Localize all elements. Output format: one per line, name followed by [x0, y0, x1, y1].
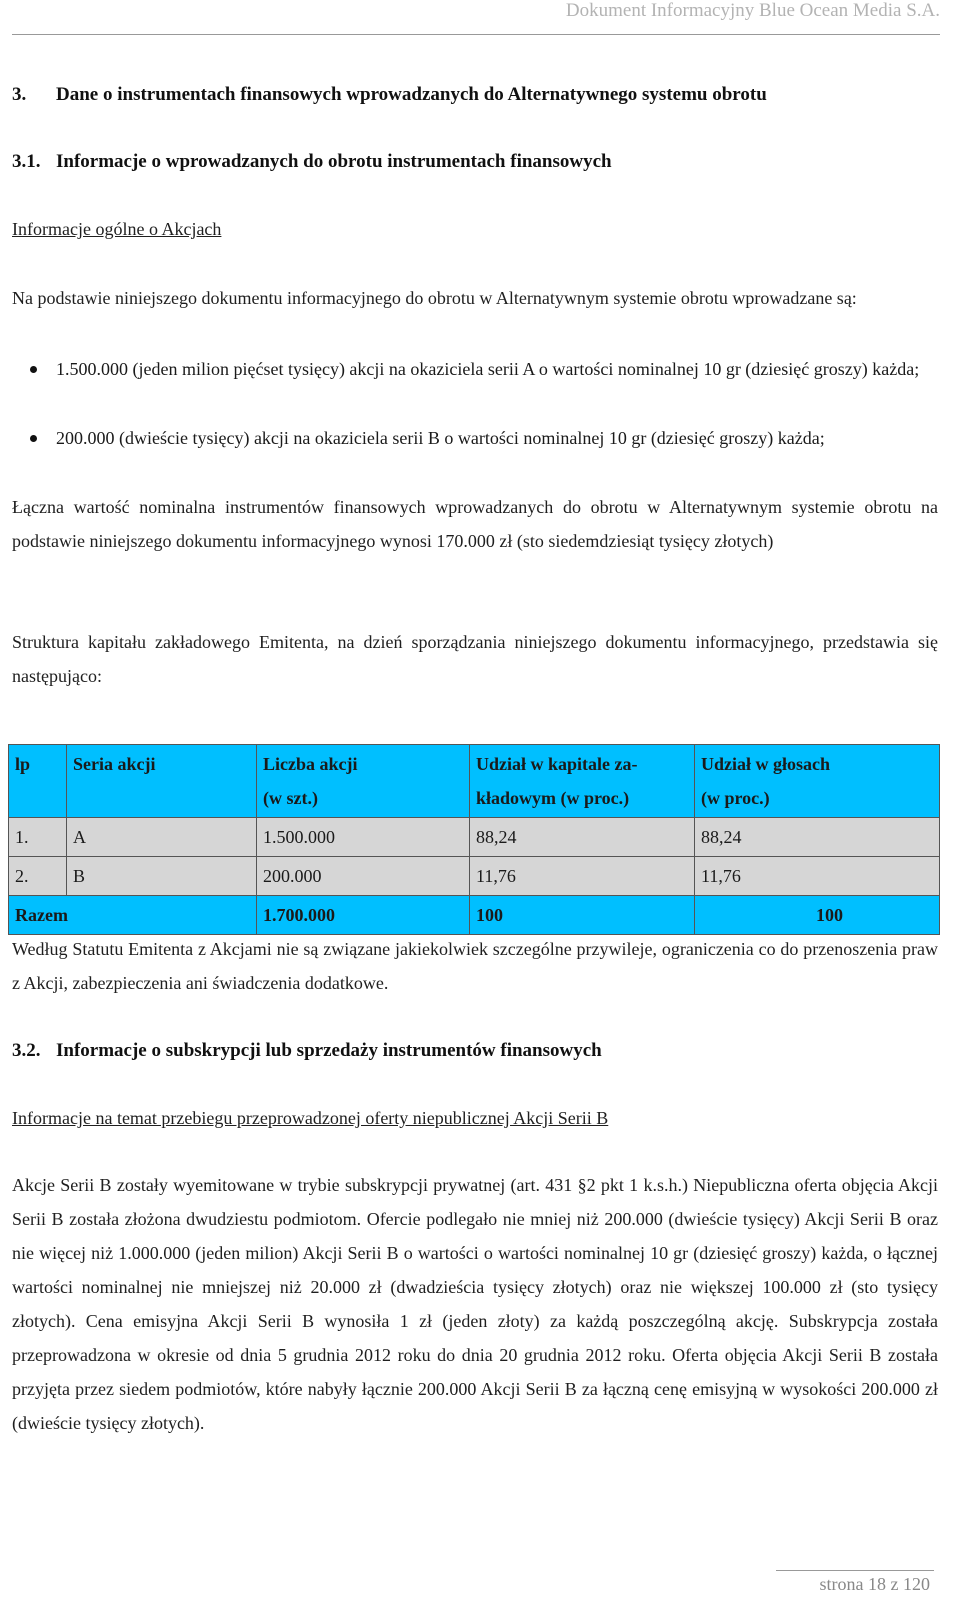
bullet-item — [12, 353, 938, 385]
capital-structure-table — [8, 744, 940, 935]
cell-votes: 88,24 — [695, 818, 940, 857]
header-votes-line1: Udział w głosach — [701, 754, 831, 774]
cell-count: 200.000 — [257, 857, 470, 896]
header-count-line2: (w szt.) — [263, 788, 318, 808]
header-count — [257, 745, 470, 818]
page-number: strona 18 z 120 — [819, 1574, 930, 1594]
header-capital — [470, 745, 695, 818]
structure-intro-paragraph: Struktura kapitału zakładowego Emitenta, na dzień sporządzania niniejszego dokumentu informacyjnego, przedstawia się następująco: — [12, 632, 938, 686]
section-3-1-heading — [12, 151, 938, 173]
document-header: Dokument Informacyjny Blue Ocean Media S.A. — [565, 0, 940, 21]
section-title: Informacje o wprowadzanych do obrotu instrumentach finansowych — [56, 151, 612, 172]
bullet-item — [12, 422, 938, 454]
cell-votes: 11,76 — [695, 857, 940, 896]
section-title: Informacje o subskrypcji lub sprzedaży instrumentów finansowych — [56, 1040, 602, 1061]
section-number: 3.2. — [12, 1040, 41, 1061]
bullet-text: 1.500.000 (jeden milion pięćset tysięcy) akcji na okaziciela serii A o wartości nominalnej 10 gr (dziesięć groszy) każda; — [56, 359, 920, 379]
offer-heading: Informacje na temat przebiegu przeprowadzonej oferty niepublicznej Akcji Serii B — [12, 1108, 609, 1128]
total-capital: 100 — [470, 896, 695, 935]
total-label: Razem — [9, 896, 257, 935]
intro-paragraph: Na podstawie niniejszego dokumentu informacyjnego do obrotu w Alternatywnym systemie obrotu wprowadzane są: — [12, 288, 857, 308]
cell-series: B — [67, 857, 257, 896]
header-count-line1: Liczba akcji — [263, 754, 358, 774]
table-total-row — [9, 896, 940, 935]
cell-lp: 2. — [9, 857, 67, 896]
offer-paragraph: Akcje Serii B zostały wyemitowane w trybie subskrypcji prywatnej (art. 431 §2 pkt 1 k.s.h.) Niepubliczna oferta objęcia Akcji Serii B została złożona dwudziestu podmiotom. Ofercie podlegało nie mniej niż 200.000 (dwieście tysięcy) Akcji Serii B oraz nie więcej niż 1.000.000 (jeden milion) Akcji Serii B o wartości o wartości nominalnej 10 gr (dziesięć groszy) każda, o łącznej wartości nominalnej nie mniejszej niż 20.000 zł (dwadzieścia tysięcy złotych) oraz nie większej 100.000 zł (sto tysięcy złotych). Cena emisyjna Akcji Serii B wynosiła 1 zł (jeden złoty) za każdą poszczególną akcję. Subskrypcja została przeprowadzona w okresie od dnia 5 grudnia 2012 roku do dnia 20 grudnia 2012 roku. Oferta objęcia Akcji Serii B została przyjęta przez siedem podmiotów, które nabyły łącznie 200.000 Akcji Serii B za łączną cenę emisyjną w wysokości 200.000 zł (dwieście tysięcy złotych). — [12, 1175, 938, 1433]
header-votes — [695, 745, 940, 818]
general-info-heading: Informacje ogólne o Akcjach — [12, 219, 222, 239]
cell-capital: 11,76 — [470, 857, 695, 896]
footer-divider — [776, 1570, 934, 1571]
total-count: 1.700.000 — [257, 896, 470, 935]
bullet-dot-icon — [30, 435, 37, 442]
section-title: Dane o instrumentach finansowych wprowadzanych do Alternatywnego systemu obrotu — [56, 84, 767, 105]
section-number: 3.1. — [12, 151, 41, 172]
section-3-2-heading — [12, 1040, 938, 1062]
table-row — [9, 818, 940, 857]
table-row — [9, 857, 940, 896]
cell-series: A — [67, 818, 257, 857]
header-series: Seria akcji — [67, 745, 257, 818]
header-capital-line1: Udział w kapitale za- — [476, 754, 638, 774]
cell-lp: 1. — [9, 818, 67, 857]
header-votes-line2: (w proc.) — [701, 788, 770, 808]
total-value-paragraph: Łączna wartość nominalna instrumentów finansowych wprowadzanych do obrotu w Alternatywnym systemie obrotu na podstawie niniejszego dokumentu informacyjnego wynosi 170.000 zł (sto siedemdziesiąt tysięcy złotych) — [12, 497, 938, 551]
total-votes: 100 — [695, 896, 940, 935]
bullet-text: 200.000 (dwieście tysięcy) akcji na okaziciela serii B o wartości nominalnej 10 gr (dziesięć groszy) każda; — [56, 428, 825, 448]
bullet-dot-icon — [30, 366, 37, 373]
table-header-row — [9, 745, 940, 818]
cell-count: 1.500.000 — [257, 818, 470, 857]
header-capital-line2: kładowym (w proc.) — [476, 788, 630, 808]
section-3-heading — [12, 84, 938, 106]
header-lp: lp — [9, 745, 67, 818]
section-number: 3. — [12, 84, 27, 105]
statute-paragraph: Według Statutu Emitenta z Akcjami nie są związane jakiekolwiek szczególne przywileje, ograniczenia co do przenoszenia praw z Akcji, zabezpieczenia ani świadczenia dodatkowe. — [12, 939, 938, 993]
header-divider — [12, 34, 940, 35]
cell-capital: 88,24 — [470, 818, 695, 857]
